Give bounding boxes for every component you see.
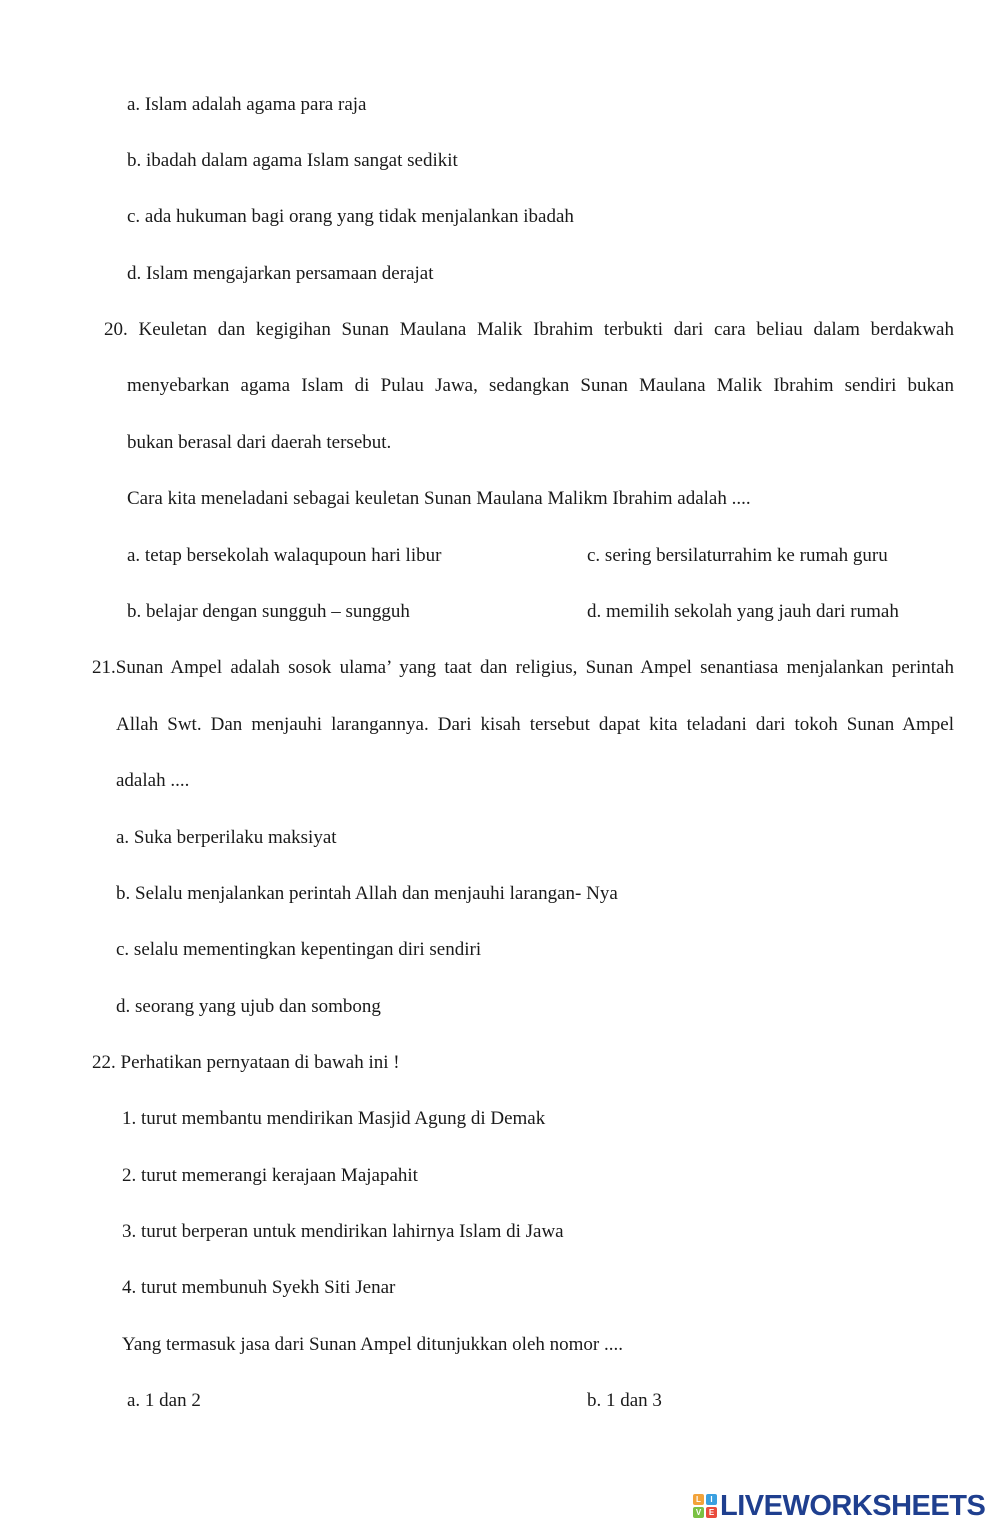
logo-tile: L — [693, 1494, 704, 1505]
q20-option-d: d. memilih sekolah yang jauh dari rumah — [587, 601, 899, 622]
logo-tile: E — [706, 1507, 717, 1518]
q20-question-line2: menyebarkan agama Islam di Pulau Jawa, sedangkan Sunan Maulana Malik Ibrahim sendiri bukan — [127, 375, 954, 396]
q22-option-b: b. 1 dan 3 — [587, 1390, 662, 1411]
q21-option-c: c. selalu mementingkan kepentingan diri sendiri — [116, 939, 482, 960]
q22-statement-2: 2. turut memerangi kerajaan Majapahit — [122, 1165, 418, 1186]
q20-option-a: a. tetap bersekolah walaqupoun hari libur — [127, 545, 442, 566]
q19-option-b: b. ibadah dalam agama Islam sangat sedikit — [127, 150, 458, 171]
q22-option-a: a. 1 dan 2 — [127, 1390, 201, 1411]
q20-question-line3: bukan berasal dari daerah tersebut. — [127, 432, 392, 453]
q21-question-line2: Allah Swt. Dan menjauhi larangannya. Dari kisah tersebut dapat kita teladani dari tokoh Sunan Ampel — [116, 714, 954, 735]
q21-question-line3: adalah .... — [116, 770, 190, 791]
q19-option-c: c. ada hukuman bagi orang yang tidak menjalankan ibadah — [127, 206, 574, 227]
q20-option-b: b. belajar dengan sungguh – sungguh — [127, 601, 410, 622]
liveworksheets-logo — [693, 1490, 985, 1522]
q22-statement-1: 1. turut membantu mendirikan Masjid Agung di Demak — [122, 1108, 546, 1129]
q22-question: 22. Perhatikan pernyataan di bawah ini ! — [92, 1052, 400, 1073]
q21-option-d: d. seorang yang ujub dan sombong — [116, 996, 381, 1017]
q20-prompt: Cara kita meneladani sebagai keuletan Sunan Maulana Malikm Ibrahim adalah .... — [127, 488, 751, 509]
q22-statement-4: 4. turut membunuh Syekh Siti Jenar — [122, 1277, 396, 1298]
q21-option-a: a. Suka berperilaku maksiyat — [116, 827, 337, 848]
q20-question-line1: 20. Keuletan dan kegigihan Sunan Maulana Malik Ibrahim terbukti dari cara beliau dalam berdakwah — [104, 319, 954, 340]
q19-option-a: a. Islam adalah agama para raja — [127, 94, 367, 115]
logo-grid-icon — [693, 1494, 717, 1518]
q20-option-c: c. sering bersilaturrahim ke rumah guru — [587, 545, 888, 566]
logo-tile: V — [693, 1507, 704, 1518]
logo-text: LIVEWORKSHEETS — [720, 1489, 986, 1522]
q22-statement-3: 3. turut berperan untuk mendirikan lahirnya Islam di Jawa — [122, 1221, 564, 1242]
logo-tile: I — [706, 1494, 717, 1505]
q21-option-b: b. Selalu menjalankan perintah Allah dan menjauhi larangan- Nya — [116, 883, 618, 904]
q19-option-d: d. Islam mengajarkan persamaan derajat — [127, 263, 434, 284]
q21-question-line1: 21.Sunan Ampel adalah sosok ulama’ yang taat dan religius, Sunan Ampel senantiasa menjalankan perintah — [92, 657, 954, 678]
q22-prompt: Yang termasuk jasa dari Sunan Ampel ditunjukkan oleh nomor .... — [122, 1334, 623, 1355]
